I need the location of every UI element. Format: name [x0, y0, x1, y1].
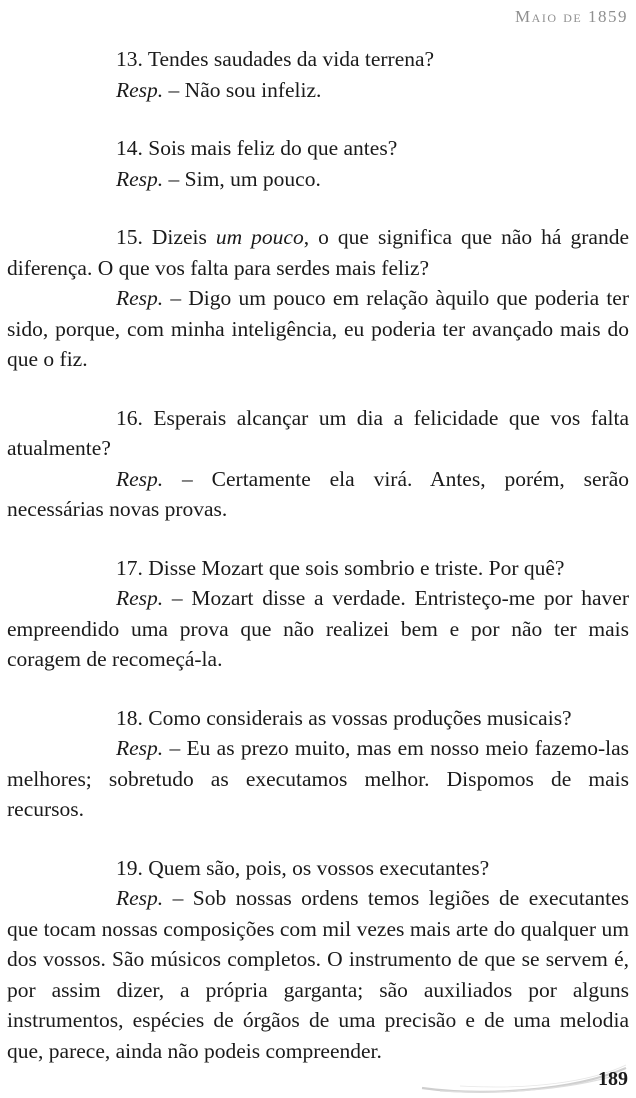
answer-text: – Eu as prezo muito, mas em nosso meio fazemo-las melhores; sobretudo as executamos melhor. Dispomos de mais recursos. — [7, 736, 629, 821]
answer — [7, 164, 629, 195]
resp-label: Resp. — [116, 166, 164, 191]
question: 17. Disse Mozart que sois sombrio e triste. Por quê? — [116, 555, 565, 580]
answer — [7, 883, 629, 1066]
running-header: Maio de 1859 — [515, 7, 628, 26]
answer — [7, 733, 629, 825]
question: 14. Sois mais feliz do que antes? — [116, 136, 398, 160]
question: 18. Como considerais as vossas produções musicais? — [116, 705, 572, 730]
resp-label: Resp. — [116, 736, 164, 760]
emphasis-text: um pouco — [215, 225, 304, 249]
resp-label: Resp. — [116, 77, 164, 102]
answer — [7, 464, 629, 525]
qa-entry-18 — [7, 703, 629, 825]
answer-text: – Sim, um pouco. — [163, 166, 321, 191]
question: 13. Tendes saudades da vida terrena? — [116, 47, 435, 71]
qa-entry-17 — [7, 553, 629, 675]
answer-text: – Mozart disse a verdade. Entristeço-me por haver empreendido uma prova que não realizei bem e por não ter mais coragem de recomeçá-la. — [7, 586, 629, 671]
qa-entry-16 — [7, 403, 629, 525]
answer-text: – Não sou infeliz. — [163, 77, 322, 102]
answer — [7, 283, 629, 375]
resp-label: Resp. — [116, 886, 164, 910]
resp-label: Resp. — [116, 466, 164, 491]
qa-entry-19 — [7, 853, 629, 1067]
page-number: 189 — [598, 1068, 628, 1090]
question: 19. Quem são, pois, os vossos executantes? — [116, 855, 490, 880]
qa-entry-14 — [7, 133, 629, 194]
qa-entry-13 — [7, 44, 629, 105]
answer-text: – Digo um pouco em relação àquilo que poderia ter sido, porque, com minha inteligência, eu poderia ter avançado mais do que o fiz. — [7, 286, 629, 371]
answer — [7, 583, 629, 675]
qa-entry-15 — [7, 222, 629, 375]
question: 16. Esperais alcançar um dia a felicidade que vos falta atualmente? — [7, 405, 629, 460]
question — [7, 222, 629, 283]
question-text: , o que significa que não há grande diferença. O que vos falta para serdes mais feliz? — [7, 225, 629, 280]
swoosh-stroke-outer — [422, 1068, 626, 1092]
answer-text: – Sob nossas ordens temos legiões de executantes que tocam nossas composições com mil vezes mais arte do qualquer um dos vossos. São músicos completos. O instrumento de que se servem é, por assim dizer, a própria garganta; são auxiliados por alguns instrumentos, espécies de órgãos de uma precisão e de uma melodia que, parece, ainda não podeis compreender. — [7, 886, 629, 1063]
answer — [7, 75, 629, 106]
page-body — [7, 44, 629, 1094]
resp-label: Resp. — [116, 286, 164, 310]
question-text: 15. Dizeis — [116, 225, 216, 249]
answer-text: – Certamente ela virá. Antes, porém, serão necessárias novas provas. — [7, 466, 629, 521]
resp-label: Resp. — [116, 586, 164, 610]
